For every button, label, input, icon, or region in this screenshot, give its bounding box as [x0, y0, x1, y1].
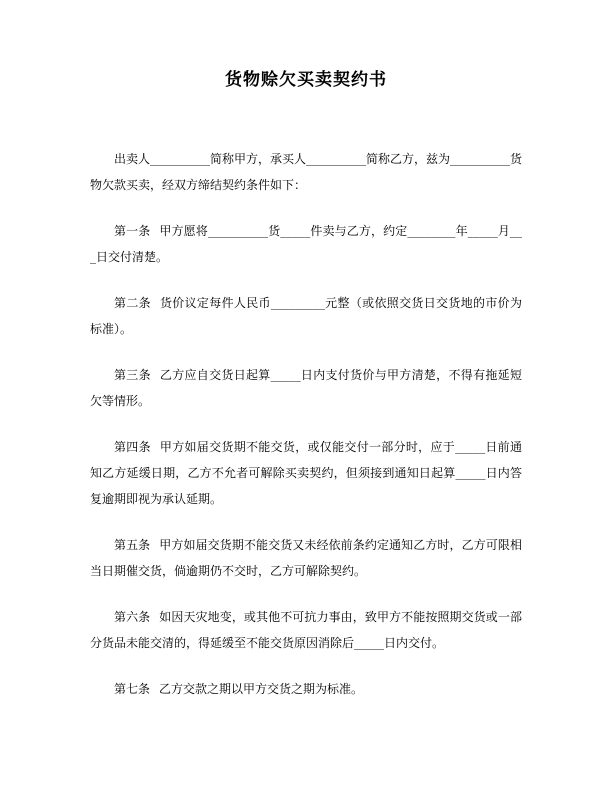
clause-label: 第五条	[114, 538, 151, 552]
clause-label: 第六条	[114, 610, 151, 624]
clause-label: 第七条	[114, 682, 151, 696]
clause-text: 乙方交款之期以甲方交货之期为标准。	[159, 682, 364, 696]
clause-label: 第四条	[114, 440, 151, 454]
clause-label: 第二条	[114, 296, 151, 310]
clause-paragraph-7	[90, 676, 522, 702]
clause-paragraph-5	[90, 532, 522, 584]
clause-text: 甲方如届交货期不能交货又未经依前条约定通知乙方时，乙方可限相当日期催交货，倘逾期仍不交时，乙方可解除契约。	[90, 538, 522, 578]
clause-paragraph-3	[90, 362, 522, 414]
intro-paragraph: 出卖人__________简称甲方，承买人__________简称乙方，兹为__________货物欠款买卖，经双方缔结契约条件如下：	[90, 152, 523, 192]
clause-text: 货价议定每件人民币_________元整（或依照交货日交货地的市价为标准）。	[90, 296, 522, 336]
clause-text: 甲方如届交货期不能交货，或仅能交付一部分时，应于_____日前通知乙方延缓日期，乙方不允者可解除买卖契约，但须接到通知日起算_____日内答复逾期即视为承认延期。	[90, 440, 522, 506]
clause-text: 乙方应自交货日起算_____日内支付货价与甲方清楚，不得有拖延短欠等情形。	[90, 368, 522, 408]
clause-paragraph-1	[90, 218, 522, 270]
clause-paragraph-2	[90, 290, 522, 342]
clause-label: 第一条	[114, 224, 151, 238]
page-title: 货物赊欠买卖契约书	[225, 70, 387, 90]
clause-paragraph-4	[90, 434, 522, 512]
clause-paragraph-6	[90, 604, 522, 656]
clause-text: 甲方愿将__________货_____件卖与乙方，约定________年_____月___日交付清楚。	[90, 224, 522, 264]
clause-text: 如因天灾地变，或其他不可抗力事由，致甲方不能按照期交货或一部分货品未能交清的，得延缓至不能交货原因消除后_____日内交付。	[90, 610, 522, 650]
clause-label: 第三条	[114, 368, 151, 382]
